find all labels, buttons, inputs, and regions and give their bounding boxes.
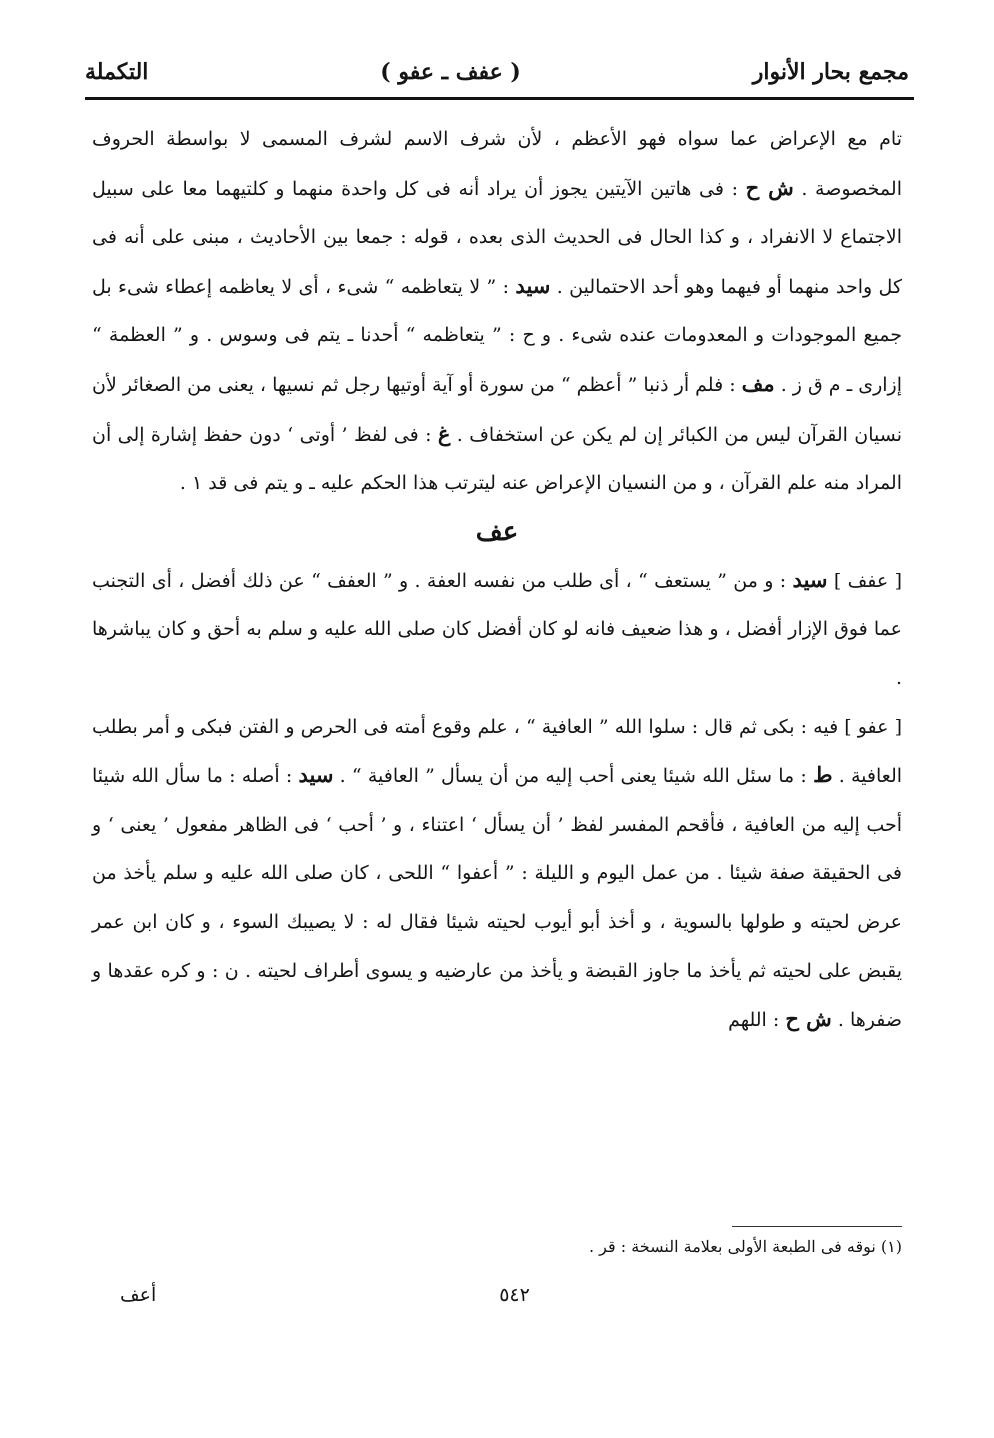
text-run: : ما سئل الله شيئا يعنى أحب إليه من أن يسأل ” العافية “ . xyxy=(339,765,807,788)
text-run: تام مع الإعراض عما سواه فهو الأعظم ، لأن شرف الاسم لشرف المسمى لا بواسطة الحروف المخصوصة . xyxy=(92,128,902,200)
page-number: ٥٤٢ xyxy=(499,1284,530,1306)
source-sigil: سيد xyxy=(792,566,828,592)
section-heading: عف xyxy=(475,516,519,547)
paragraph-1 xyxy=(92,115,902,508)
running-head xyxy=(85,52,909,92)
paragraph-2 xyxy=(92,556,902,703)
source-sigil: مف xyxy=(741,370,775,396)
source-sigil: غ xyxy=(437,420,451,446)
text-run: : أصله : ما سأل الله شيئا أحب إليه من العافية ، فأقحم المفسر لفظ ’ أن يسأل ‘ اعتناء ، و ’ أحب ‘ فى الظاهر مفعول ’ يعنى ‘ و فى الحقيقة صفة شيئا . من عمل اليوم و الليلة : ” أعفوا “ اللحى ، كان صلى الله عليه و سلم يأخذ من عرض لحيته و طولها بالسوية ، و أخذ أبو أيوب لحيته شيئا فقال له : لا يصيبك السوء ، و كان ابن عمر يقبض على لحيته ثم يأخذ ما جاوز القبضة و يأخذ من عارضيه و يسوى أطراف لحيته . ن : و كره عقدها و ضفرها . xyxy=(92,765,902,1032)
entry-word: [ عفف ] xyxy=(833,569,902,592)
text-run: : اللهم xyxy=(728,1009,780,1032)
footnote-rule xyxy=(732,1226,902,1227)
page-footer xyxy=(120,1284,909,1320)
source-sigil: ط xyxy=(813,762,833,788)
main-text xyxy=(92,115,902,1045)
source-sigil: سيد xyxy=(515,272,551,298)
running-head-title: مجمع بحار الأنوار xyxy=(752,59,909,85)
running-head-entries: ( عفف ـ عفو ) xyxy=(380,59,521,85)
text-run: : ” لا يتعاظمه “ شىء ، أى لا يعاظمه إعطاء شىء بل جميع الموجودات و المعدومات عنده شىء . و ح : ” يتعاظمه “ أحدنا ـ يتم فى وسوس . و ” العظمة “ إزارى ـ م ق ز . xyxy=(92,275,902,396)
footnote: (١) نوقه فى الطبعة الأولى بعلامة النسخة : قر . xyxy=(588,1237,902,1256)
header-rule xyxy=(85,97,914,100)
text-run: : و من ” يستعف “ ، أى طلب من نفسه العفة . و ” العفف “ عن ذلك أفضل ، أى التجنب عما فوق الإزار أفضل ، و هذا ضعيف فانه لو كان أفضل كان صلى الله عليه و سلم به أحق و كان يباشرها . xyxy=(92,569,902,689)
text-run: فيه : بكى ثم قال : سلوا الله ” العافية “ ، علم وقوع أمته فى الحرص و الفتن فبكى و أمر بطلب العافية . xyxy=(92,715,903,788)
text-run: : فلم أر ذنبا ” أعظم “ من سورة أو آية أوتيها رجل ثم نسيها ، يعنى من الصغائر لأن نسيان القرآن ليس من الكبائر إن لم يكن عن استخفاف . xyxy=(92,373,902,446)
text-run: : فى لفظ ’ أوتى ‘ دون حفظ إشارة إلى أن المراد منه علم القرآن ، و من النسيان الإعراض عنه ليترتب هذا الحكم عليه ـ و يتم فى قد ١ . xyxy=(92,423,902,495)
entry-word: [ عفو ] xyxy=(844,715,903,738)
text-run: : فى هاتين الآيتين يجوز أن يراد أنه فى كل واحدة منهما و كلتيهما معا على سبيل الاجتماع لا الانفراد ، و كذا الحال فى الحديث الذى بعده ، قوله : جمعا بين الأحاديث ، مبنى على أنه فى كل واحد منهما أو فيهما وهو أحد الاحتمالين . xyxy=(92,177,902,298)
source-sigil: ش ح xyxy=(745,174,794,200)
catchword: أعف xyxy=(120,1284,157,1306)
paragraph-3 xyxy=(92,703,902,1045)
running-head-section: التكملة xyxy=(85,59,149,85)
source-sigil: سيد xyxy=(298,762,334,788)
source-sigil: ش ح xyxy=(785,1006,832,1032)
